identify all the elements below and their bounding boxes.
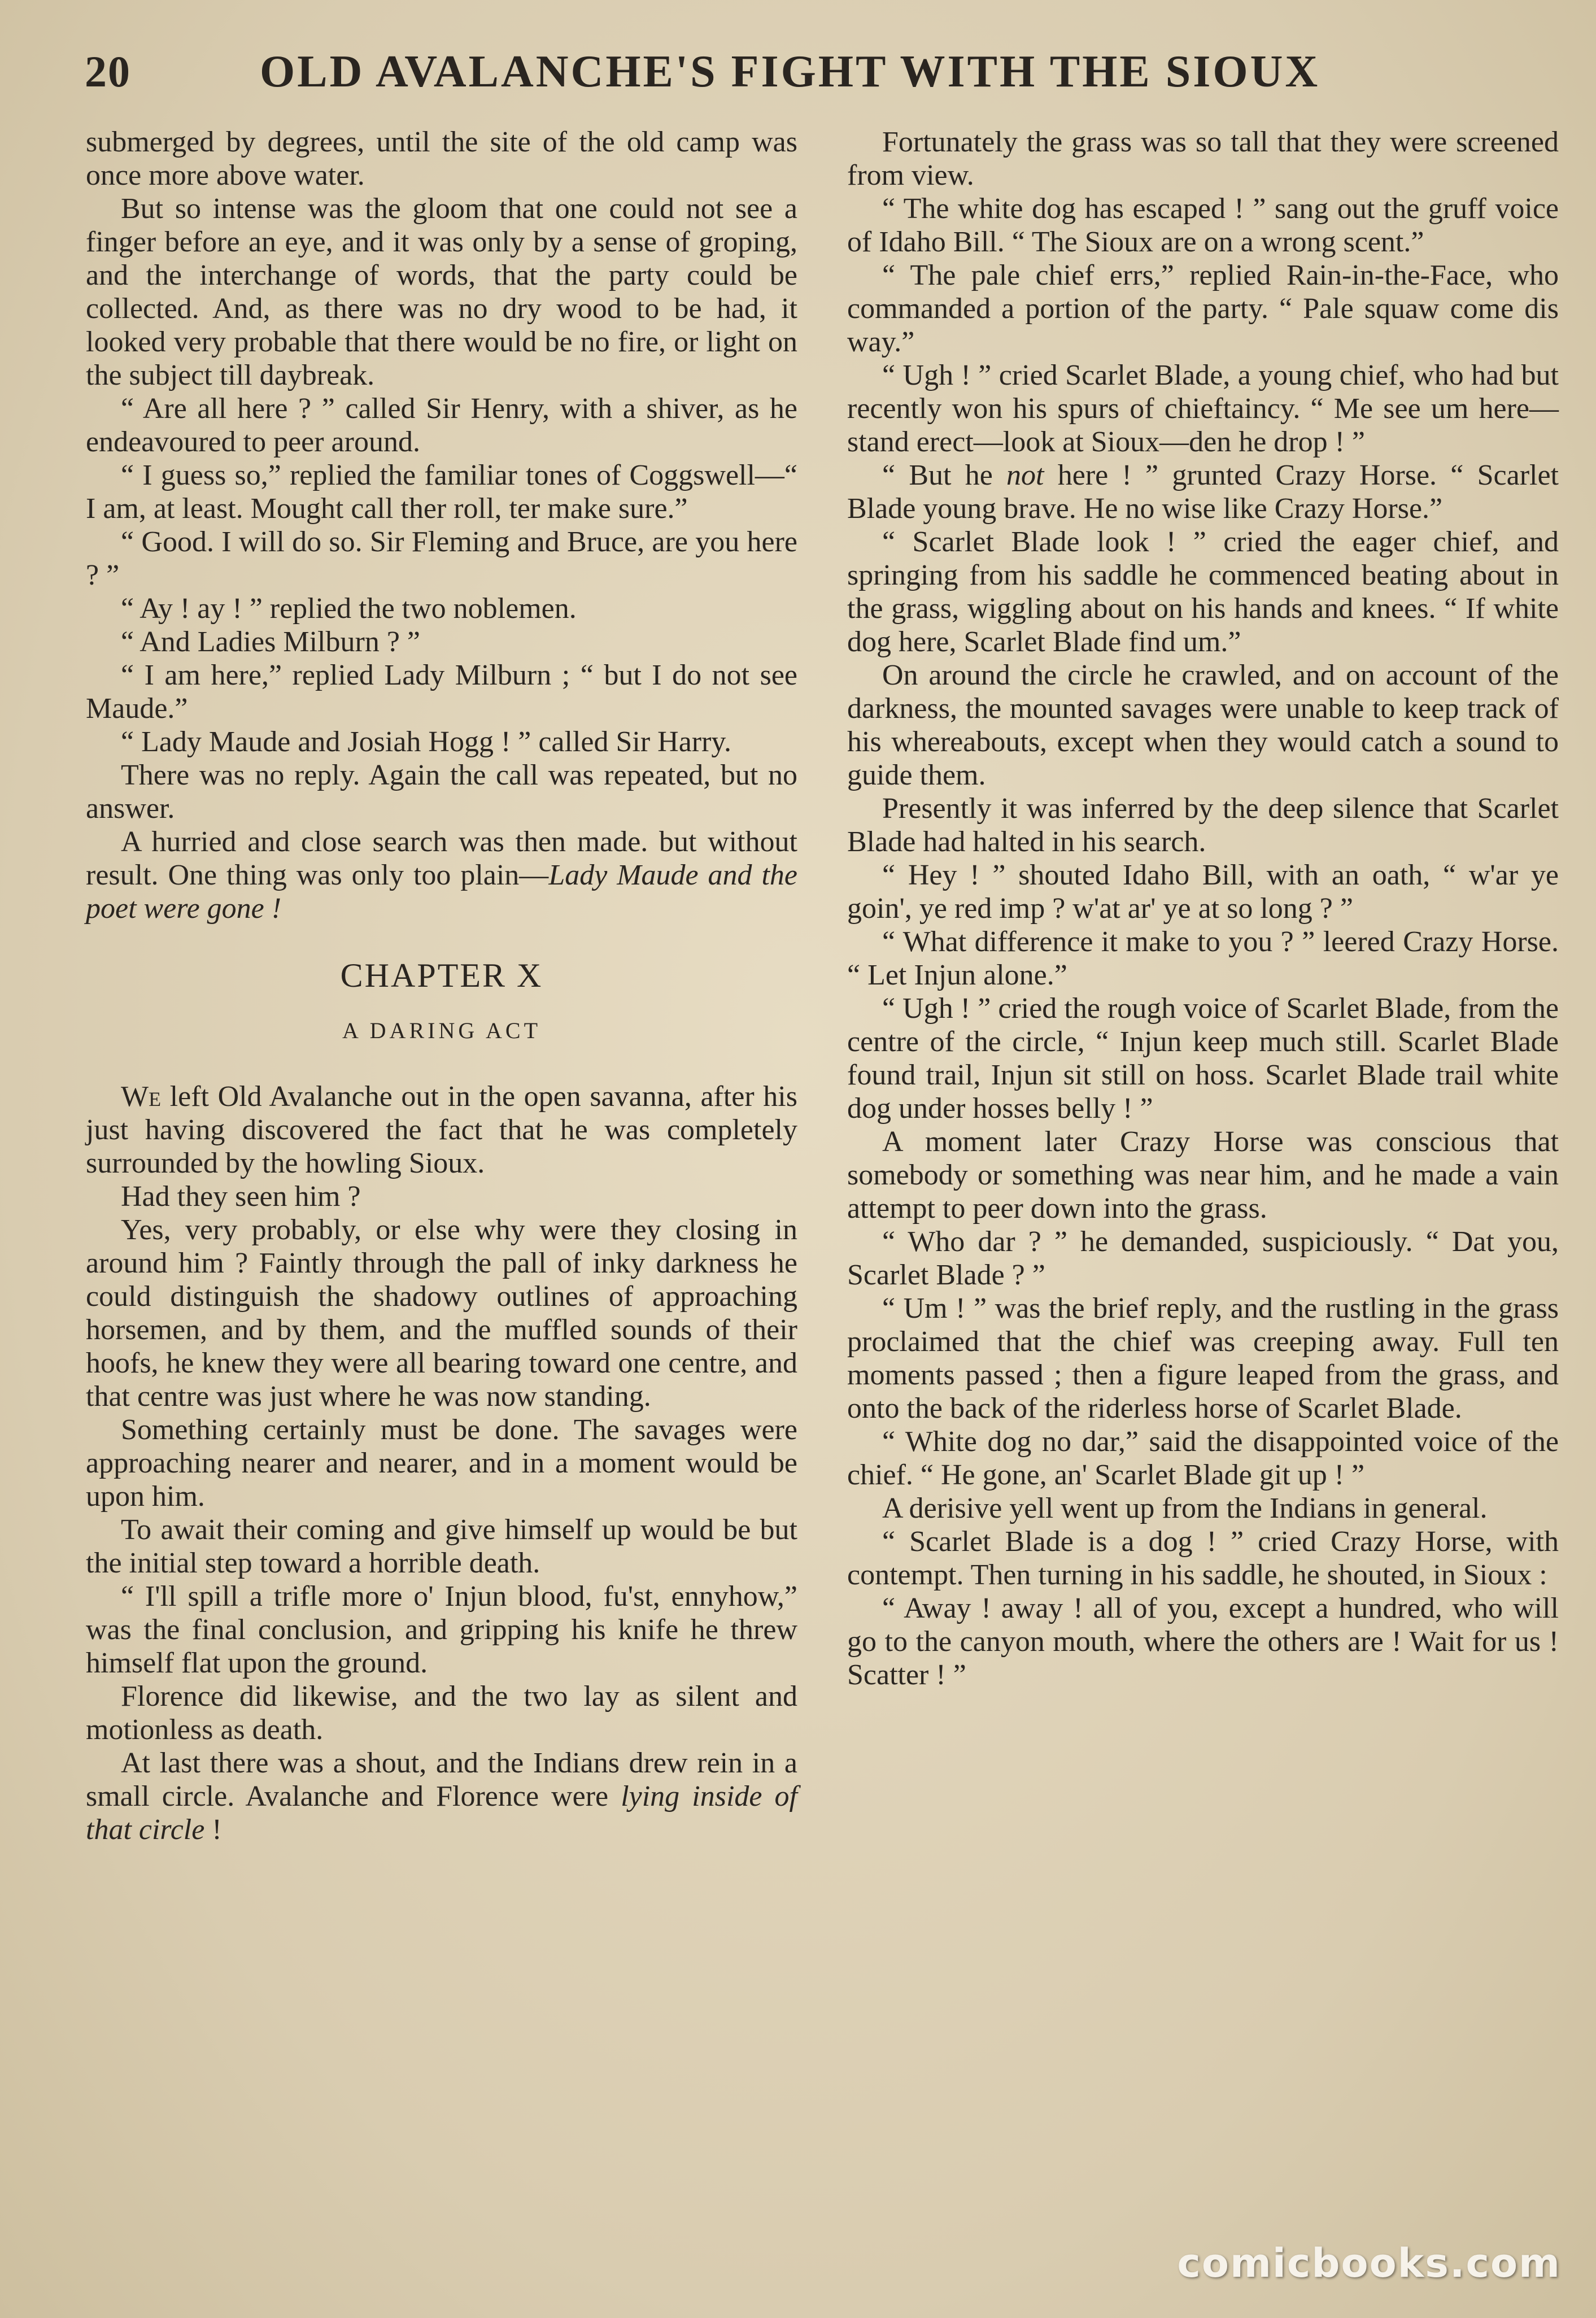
paragraph (847, 459, 1559, 525)
paragraph: “ What difference it make to you ? ” leered Crazy Horse. “ Let Injun alone.” (847, 926, 1559, 991)
paragraph: “ Are all here ? ” called Sir Henry, with a shiver, as he endeavoured to peer around. (86, 393, 797, 458)
watermark: comicbooks.com (1177, 2240, 1561, 2286)
paragraph: On around the circle he crawled, and on account of the darkness, the mounted savages were unable to keep track of his whereabouts, except when they would catch a sound to guide them. (847, 659, 1559, 791)
paragraph: Yes, very probably, or else why were they closing in around him ? Faintly through the pall of inky darkness he could distinguish the shadowy outlines of approaching horsemen, and by them, and the muffled sounds of their hoofs, he knew they were all bearing toward one centre, and that centre was just where he was now standing. (86, 1214, 797, 1413)
paragraph-text: ! (204, 1814, 222, 1846)
paragraph: “ Hey ! ” shouted Idaho Bill, with an oath, “ w'ar ye goin', ye red imp ? w'at ar' ye at so long ? ” (847, 859, 1559, 925)
running-title: OLD AVALANCHE'S FIGHT WITH THE SIOUX (260, 47, 1320, 97)
chapter-subtitle: A DARING ACT (342, 1018, 542, 1043)
paragraph: “ The white dog has escaped ! ” sang out the gruff voice of Idaho Bill. “ The Sioux are on a wrong scent.” (847, 193, 1559, 258)
paragraph: “ I'll spill a trifle more o' Injun blood, fu'st, ennyhow,” was the final conclusion, and gripping his knife he threw himself flat upon the ground. (86, 1580, 797, 1679)
paragraph-text: “ But he (882, 459, 1007, 491)
chapter-heading: CHAPTER X (340, 957, 543, 994)
paragraph: “ Um ! ” was the brief reply, and the rustling in the grass proclaimed that the chief was creeping away. Full ten moments passed ; then a figure leaped from the grass, and onto the back of the riderless horse of Scarlet Blade. (847, 1292, 1559, 1424)
paragraph-text: left Old Avalanche out in the open savanna, after his just having discovered the fact that he was completely surrounded by the howling Sioux. (86, 1080, 797, 1179)
paragraph: “ Ugh ! ” cried the rough voice of Scarlet Blade, from the centre of the circle, “ Injun keep much still. Scarlet Blade found trail, Injun sit still on hoss. Scarlet Blade trail white dog under hosses belly ! ” (847, 992, 1559, 1125)
page-header (85, 46, 1530, 108)
paragraph: “ Ay ! ay ! ” replied the two noblemen. (121, 592, 577, 625)
paragraph: A moment later Crazy Horse was conscious that somebody or something was near him, and he made a vain attempt to peer down into the grass. (847, 1126, 1559, 1225)
paragraph: “ Who dar ? ” he demanded, suspiciously. “ Dat you, Scarlet Blade ? ” (847, 1226, 1559, 1291)
drop-word: We (121, 1080, 162, 1113)
paragraph (86, 1080, 797, 1180)
page-number: 20 (85, 47, 131, 96)
paragraph: “ The pale chief errs,” replied Rain-in-the-Face, who commanded a portion of the party. “ Pale squaw come dis way.” (847, 259, 1559, 358)
paragraph: “ White dog no dar,” said the disappointed voice of the chief. “ He gone, an' Scarlet Blade git up ! ” (847, 1426, 1559, 1491)
paragraph: Fortunately the grass was so tall that they were screened from view. (847, 126, 1559, 191)
paragraph: To await their coming and give himself up would be but the initial step toward a horrible death. (86, 1514, 797, 1579)
paragraph: Had they seen him ? (121, 1180, 361, 1213)
paragraph: Florence did likewise, and the two lay as silent and motionless as death. (86, 1680, 797, 1746)
paragraph (86, 1746, 797, 1846)
left-column (86, 125, 797, 1846)
right-column (847, 125, 1559, 1692)
italic-text: Lady Maude and the poet were gone ! (86, 859, 797, 925)
paragraph: submerged by degrees, until the site of the old camp was once more above water. (86, 126, 797, 191)
paragraph: “ Scarlet Blade is a dog ! ” cried Crazy Horse, with contempt. Then turning in his saddle, he shouted, in Sioux : (847, 1526, 1559, 1591)
paragraph: “ Good. I will do so. Sir Fleming and Bruce, are you here ? ” (86, 526, 797, 591)
paragraph: “ Lady Maude and Josiah Hogg ! ” called Sir Harry. (121, 726, 732, 758)
paragraph: “ Scarlet Blade look ! ” cried the eager chief, and springing from his saddle he commenced beating about in the grass, wiggling about on his hands and knees. “ If white dog here, Scarlet Blade find um.” (847, 526, 1559, 658)
paragraph-text: At last there was a shout, and the Indians drew rein in a small circle. Avalanche and Florence were (86, 1747, 797, 1812)
paragraph: But so intense was the gloom that one could not see a finger before an eye, and it was only by a sense of groping, and the interchange of words, that the party could be collected. And, as there was no dry wood to be had, it looked very probable that there would be no fire, or light on the subject till daybreak. (86, 193, 797, 391)
paragraph: “ Ugh ! ” cried Scarlet Blade, a young chief, who had but recently won his spurs of chieftaincy. “ Me see um here—stand erect—look at Sioux—den he drop ! ” (847, 359, 1559, 458)
paragraph: Something certainly must be done. The savages were approaching nearer and nearer, and in a moment would be upon him. (86, 1414, 797, 1513)
paragraph: “ Away ! away ! all of you, except a hundred, who will go to the canyon mouth, where the others are ! Wait for us ! Scatter ! ” (847, 1592, 1559, 1691)
italic-text: lying inside of that circle (86, 1780, 797, 1846)
paragraph-text: A hurried and close search was then made. but without result. One thing was only too plain— (86, 826, 797, 891)
paragraph: “ I guess so,” replied the familiar tones of Coggswell—“ I am, at least. Mought call ther roll, ter make sure.” (86, 459, 797, 525)
paragraph: “ And Ladies Milburn ? ” (121, 626, 420, 658)
paragraph: A derisive yell went up from the Indians in general. (882, 1492, 1488, 1524)
paragraph: Presently it was inferred by the deep silence that Scarlet Blade had halted in his search. (847, 792, 1559, 858)
paragraph (86, 825, 797, 925)
paragraph: There was no reply. Again the call was repeated, but no answer. (86, 759, 797, 825)
paragraph-text: here ! ” grunted Crazy Horse. “ Scarlet Blade young brave. He no wise like Crazy Horse.” (847, 459, 1559, 525)
paragraph: “ I am here,” replied Lady Milburn ; “ but I do not see Maude.” (86, 659, 797, 725)
italic-text: not (1006, 459, 1044, 491)
